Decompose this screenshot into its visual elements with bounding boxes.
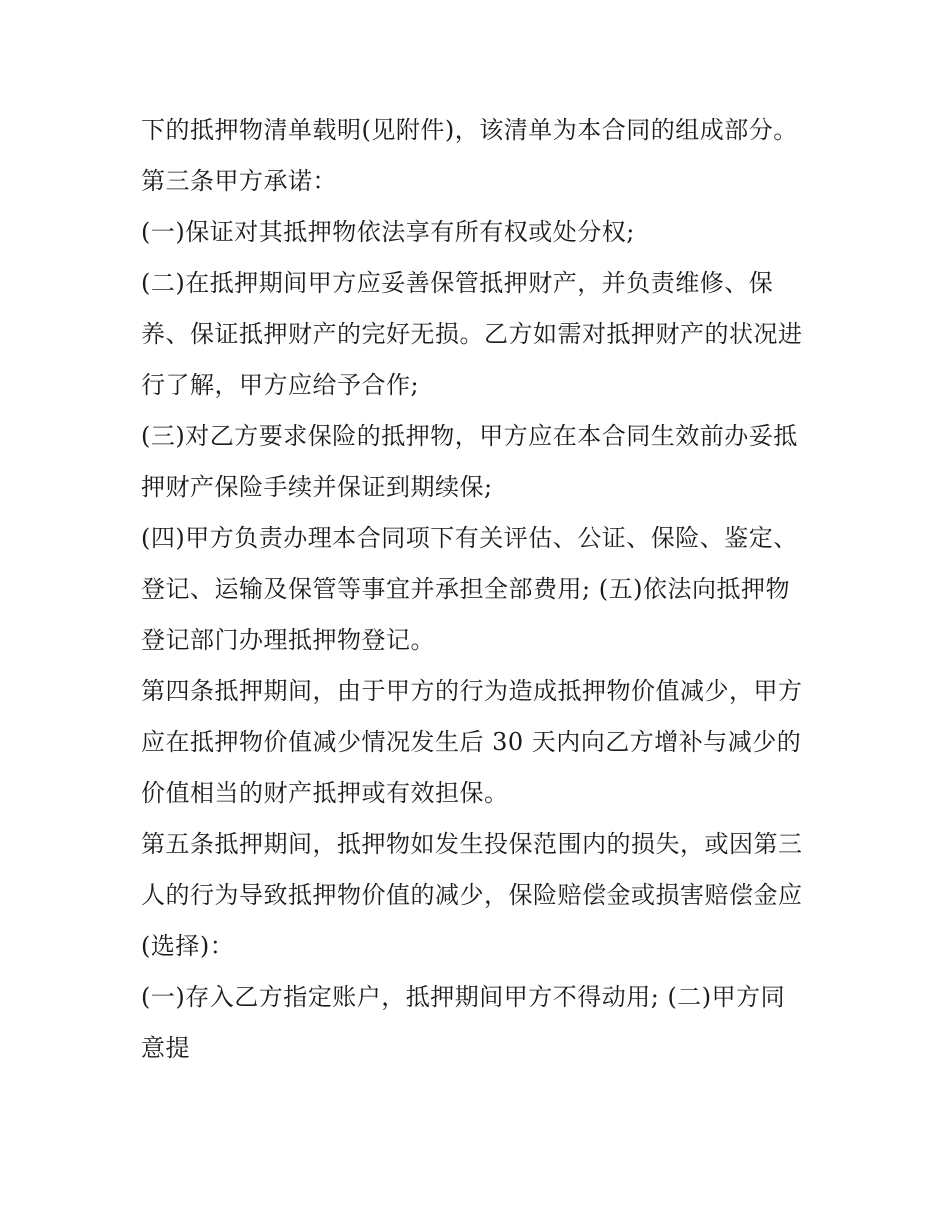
text-line: (一)存入乙方指定账户，抵押期间甲方不得动用; (二)甲方同 <box>141 983 786 1011</box>
text-line: 养、保证抵押财产的完好无损。乙方如需对抵押财产的状况进 <box>141 320 803 348</box>
text-line: 登记部门办理抵押物登记。 <box>141 626 435 654</box>
text-line: (二)在抵押期间甲方应妥善保管抵押财产，并负责维修、保 <box>141 269 774 297</box>
text-line: 行了解，甲方应给予合作; <box>141 371 420 399</box>
text-line: 应在抵押物价值减少情况发生后 30 天内向乙方增补与减少的 <box>141 728 802 756</box>
text-line: 下的抵押物清单载明(见附件)，该清单为本合同的组成部分。 <box>141 116 798 144</box>
text-line: 人的行为导致抵押物价值的减少，保险赔偿金或损害赔偿金应 <box>141 881 803 909</box>
text-line: 价值相当的财产抵押或有效担保。 <box>141 779 509 807</box>
text-line: 第四条抵押期间，由于甲方的行为造成抵押物价值减少，甲方 <box>141 677 803 705</box>
text-line: 押财产保险手续并保证到期续保; <box>141 473 493 501</box>
text-line: (一)保证对其抵押物依法享有所有权或处分权; <box>141 218 635 246</box>
text-line: 第五条抵押期间，抵押物如发生投保范围内的损失，或因第三 <box>141 830 803 858</box>
document-body <box>141 105 821 1074</box>
text-line: 登记、运输及保管等事宜并承担全部费用; (五)依法向抵押物 <box>141 575 790 603</box>
text-line: (选择)： <box>141 932 235 960</box>
text-line: 意提 <box>141 1034 190 1062</box>
text-line: (四)甲方负责办理本合同项下有关评估、公证、保险、鉴定、 <box>141 524 798 552</box>
clause-heading: 第三条甲方承诺： <box>141 167 337 195</box>
text-line: (三)对乙方要求保险的抵押物，甲方应在本合同生效前办妥抵 <box>141 422 798 450</box>
